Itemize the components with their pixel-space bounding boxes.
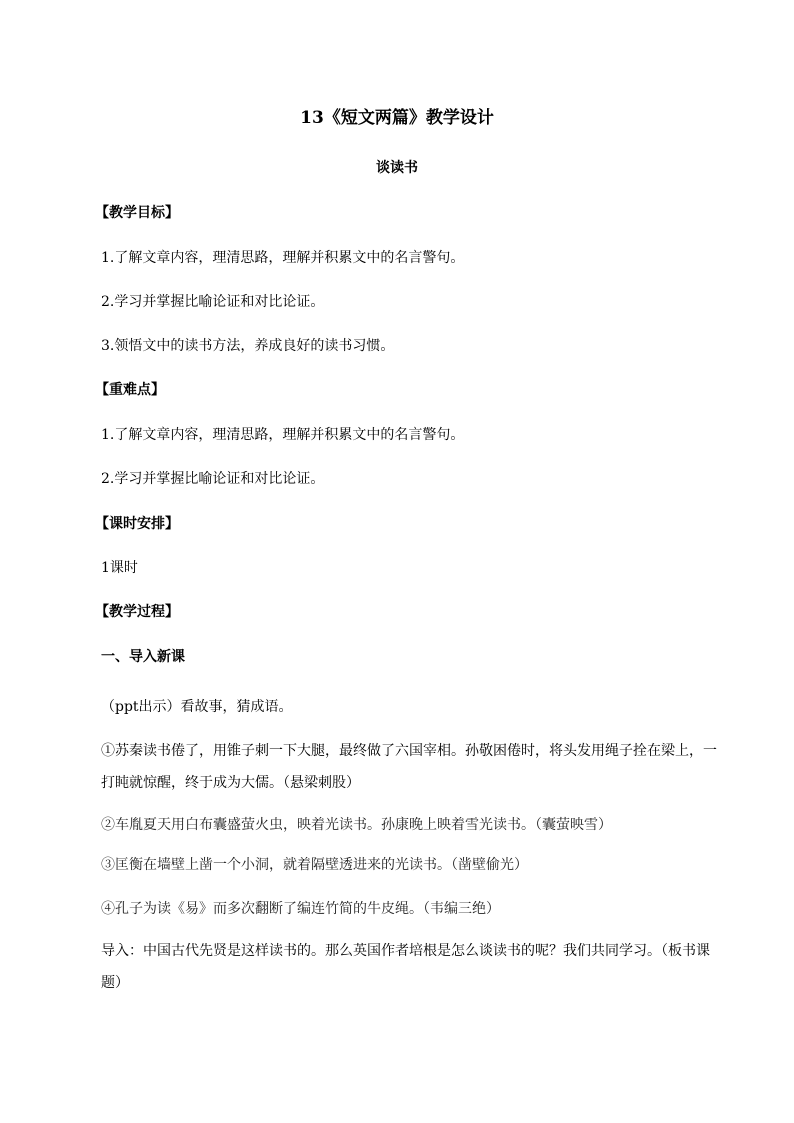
key-item: 2.学习并掌握比喻论证和对比论证。	[101, 471, 325, 487]
schedule-text: 1课时	[101, 560, 138, 576]
story-item: ④孔子为读《易》而多次翻断了编连竹简的牛皮绳。（韦编三绝）	[101, 901, 500, 917]
story-item: ①苏秦读书倦了，用锥子刺一下大腿，最终做了六国宰相。孙敬困倦时，将头发用绳子拴在梁上，一打盹就惊醒，终于成为大儒。（悬梁刺股）	[101, 743, 717, 791]
goal-item: 2.学习并掌握比喻论证和对比论证。	[101, 294, 325, 310]
goal-item: 1.了解文章内容，理清思路，理解并积累文中的名言警句。	[101, 250, 465, 266]
story-item: ②车胤夏天用白布囊盛萤火虫，映着光读书。孙康晚上映着雪光读书。（囊萤映雪）	[101, 817, 612, 833]
intro-text: （ppt出示）看故事，猜成语。	[101, 699, 293, 715]
key-item: 1.了解文章内容，理清思路，理解并积累文中的名言警句。	[101, 427, 465, 443]
lead-text: 导入：中国古代先贤是这样读书的。那么英国作者培根是怎么谈读书的呢？我们共同学习。（板书课题）	[101, 943, 710, 991]
document-subtitle: 谈读书	[376, 160, 418, 176]
key-heading: 【重难点】	[95, 382, 165, 398]
part1-heading: 一、导入新课	[101, 649, 185, 665]
schedule-heading: 【课时安排】	[95, 516, 179, 532]
story-item: ③匡衡在墙壁上凿一个小洞，就着隔壁透进来的光读书。（凿壁偷光）	[101, 857, 528, 873]
goals-heading: 【教学目标】	[95, 205, 179, 221]
document-title: 13《短文两篇》教学设计	[300, 108, 494, 128]
goal-item: 3.领悟文中的读书方法，养成良好的读书习惯。	[101, 338, 395, 354]
process-heading: 【教学过程】	[95, 604, 179, 620]
